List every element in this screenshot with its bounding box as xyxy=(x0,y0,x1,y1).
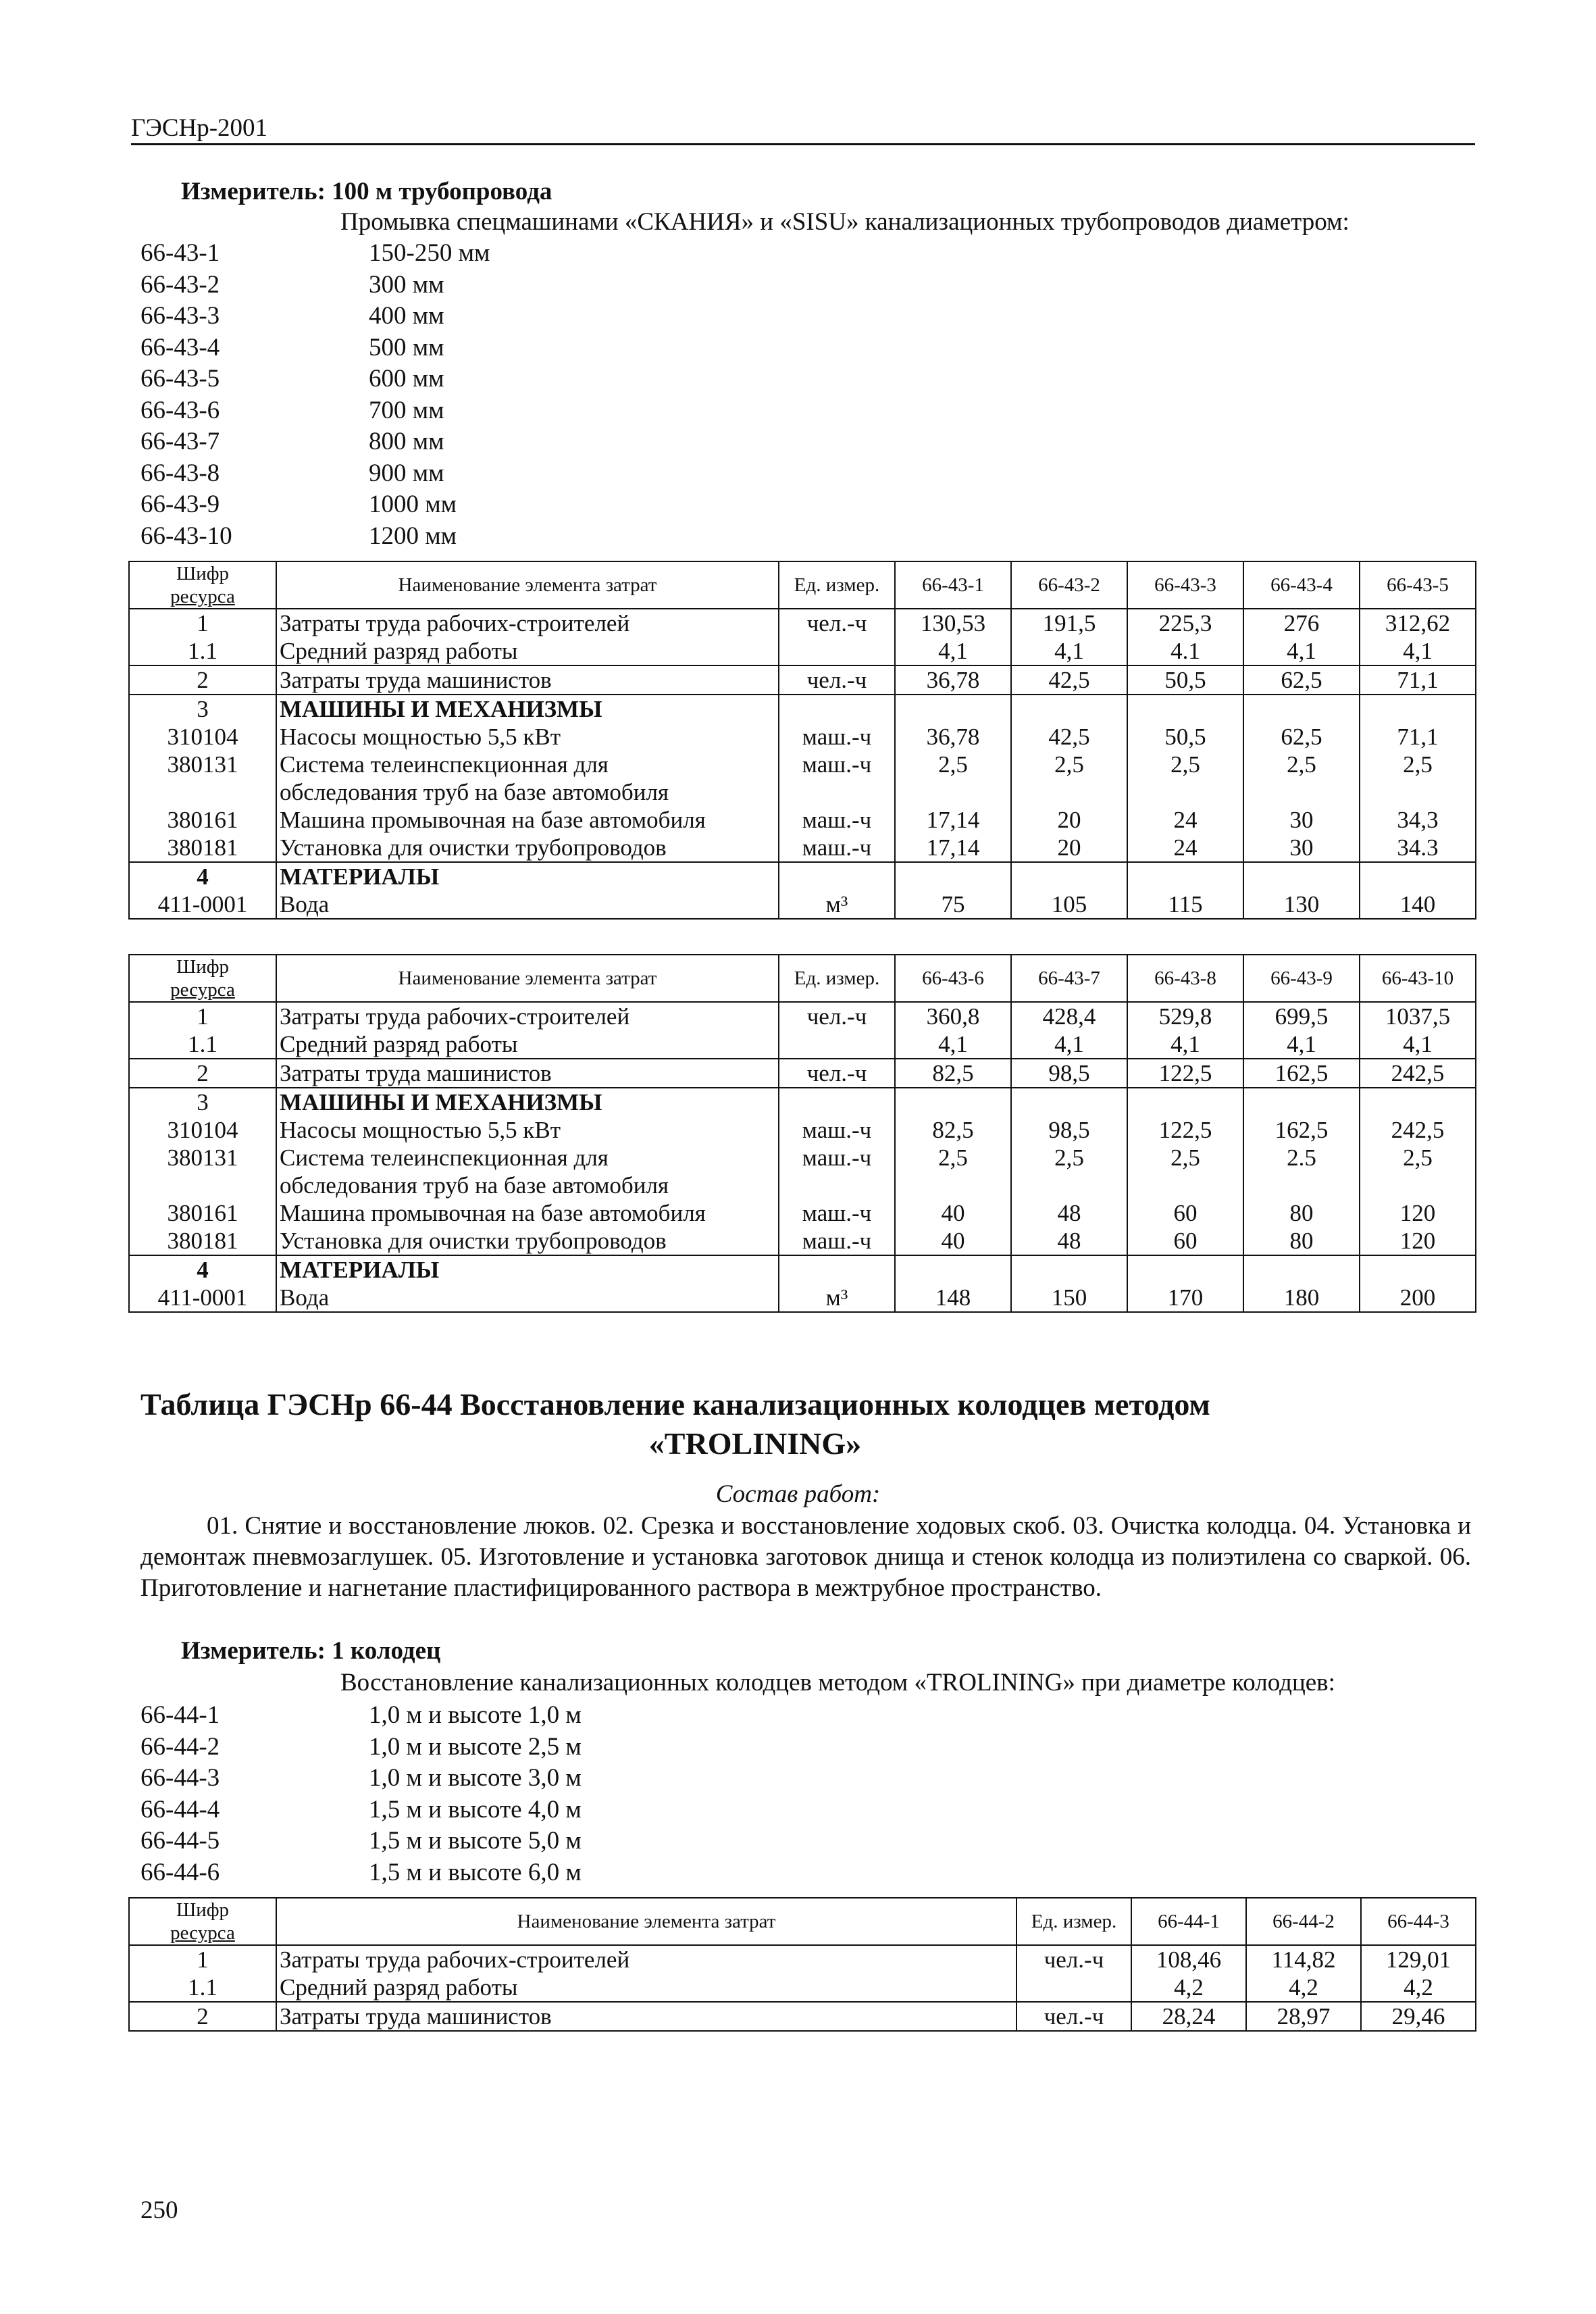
list-item xyxy=(140,1763,582,1794)
item-text: 500 мм xyxy=(369,333,444,361)
resource-name: обследования труб на базе автомобиля xyxy=(280,779,669,805)
row-name: Затраты труда рабочих-строителей xyxy=(276,1002,779,1030)
row-value: 36,78 xyxy=(895,665,1011,695)
item-text: 1,0 м и высоте 3,0 м xyxy=(369,1764,582,1792)
row-value: 98,5 xyxy=(1011,1059,1127,1088)
header-col: 66-43-7 xyxy=(1011,955,1127,1002)
table-header-row xyxy=(129,561,1476,609)
title-line-2: «TROLINING» xyxy=(648,1426,862,1461)
row-values: 98,5 2,5 48 48 xyxy=(1011,1088,1127,1255)
row-value: 62,5 xyxy=(1243,665,1360,695)
header-name: Наименование элемента затрат xyxy=(276,561,779,609)
row-unit xyxy=(1016,1973,1131,2002)
row-value: 108,46 xyxy=(1131,1945,1246,1973)
row-value: 4,1 xyxy=(1011,1030,1127,1059)
row-code: 2 xyxy=(129,1059,276,1088)
row-value: 114,82 xyxy=(1246,1945,1361,1973)
item-text: 600 мм xyxy=(369,365,444,393)
item-text: 1,0 м и высоте 1,0 м xyxy=(369,1701,582,1729)
item-text: 1,5 м и высоте 4,0 м xyxy=(369,1795,582,1823)
row-name: Средний разряд работы xyxy=(276,637,779,665)
header-col: 66-43-8 xyxy=(1127,955,1243,1002)
header-shifr: Шифр ресурса xyxy=(129,955,276,1002)
row-values: 242,5 2,5 120 120 xyxy=(1360,1088,1476,1255)
resource-code: 380181 xyxy=(167,1228,238,1254)
resource-code: 380131 xyxy=(167,751,238,778)
item-text: 1,5 м и высоте 6,0 м xyxy=(369,1858,582,1886)
row-value: 42,5 xyxy=(1011,665,1127,695)
list-item xyxy=(140,1700,582,1732)
header-shifr: Шифр ресурса xyxy=(129,561,276,609)
row-value: 115 xyxy=(1127,862,1243,919)
row-value: 276 xyxy=(1243,609,1360,637)
row-code: 4 411-0001 xyxy=(129,862,276,919)
resource-name: Насосы мощностью 5,5 кВт xyxy=(280,724,561,750)
header-col: 66-43-4 xyxy=(1243,561,1360,609)
row-value: 129,01 xyxy=(1361,1945,1476,1973)
table-row xyxy=(129,862,1476,919)
list-item xyxy=(140,363,490,395)
row-value: 150 xyxy=(1011,1255,1127,1312)
item-code: 66-43-8 xyxy=(140,459,220,487)
table-header-row xyxy=(129,1898,1476,1945)
table-row xyxy=(129,1088,1476,1255)
header-unit: Ед. измер. xyxy=(1016,1898,1131,1945)
item-text: 400 мм xyxy=(369,302,444,330)
list-item xyxy=(140,489,490,521)
row-value: 28,24 xyxy=(1131,2002,1246,2031)
header-col: 66-43-9 xyxy=(1243,955,1360,1002)
row-value: 191,5 xyxy=(1011,609,1127,637)
meter-label-1: Измеритель: 100 м трубопровода xyxy=(181,178,552,205)
row-value: 242,5 xyxy=(1360,1059,1476,1088)
row-name: Затраты труда рабочих-строителей xyxy=(276,1945,1016,1973)
header-col: 66-44-3 xyxy=(1361,1898,1476,1945)
list-item xyxy=(140,1857,582,1889)
sostav-label: Состав работ: xyxy=(715,1480,881,1508)
row-code: 1 xyxy=(129,1002,276,1030)
row-value: 71,1 xyxy=(1360,665,1476,695)
item-code: 66-43-2 xyxy=(140,270,220,299)
row-unit xyxy=(779,1030,895,1059)
resource-name: Система телеинспекционная для xyxy=(280,1145,609,1171)
row-value: 148 xyxy=(895,1255,1011,1312)
item-text: 1,0 м и высоте 2,5 м xyxy=(369,1732,582,1761)
row-values: 62,5 2,5 30 30 xyxy=(1243,695,1360,862)
sostav-text: 01. Снятие и восстановление люков. 02. Срезка и восстановление ходовых скоб. 03. Очистка колодца. 04. Установка и демонтаж пневмозаглушек. 05. Изготовление и установка заготовок днища и стенок колодца из полиэтилена со сваркой. 06. Приготовление и нагнетание пластифицированного раствора в межтрубное пространство. xyxy=(140,1512,1471,1602)
row-value: 1037,5 xyxy=(1360,1002,1476,1030)
header-name: Наименование элемента затрат xyxy=(276,955,779,1002)
row-values: 50,5 2,5 24 24 xyxy=(1127,695,1243,862)
table-row xyxy=(129,1255,1476,1312)
row-unit: чел.-ч xyxy=(779,665,895,695)
row-value: 225,3 xyxy=(1127,609,1243,637)
header-shifr: Шифр ресурса xyxy=(129,1898,276,1945)
row-value: 162,5 xyxy=(1243,1059,1360,1088)
group-name: МАШИНЫ И МЕХАНИЗМЫ xyxy=(280,1089,602,1115)
table-row xyxy=(129,1030,1476,1059)
row-value: 170 xyxy=(1127,1255,1243,1312)
row-value: 4,1 xyxy=(895,1030,1011,1059)
row-unit: маш.-ч маш.-ч маш.-ч маш.-ч xyxy=(779,1088,895,1255)
row-value: 312,62 xyxy=(1360,609,1476,637)
header-col: 66-43-3 xyxy=(1127,561,1243,609)
row-value: 428,4 xyxy=(1011,1002,1127,1030)
row-name: Затраты труда рабочих-строителей xyxy=(276,609,779,637)
item-text: 800 мм xyxy=(369,428,444,455)
resource-table-2 xyxy=(128,954,1476,1313)
group-code: 3 xyxy=(197,696,209,722)
item-code: 66-43-1 xyxy=(140,239,220,267)
row-value: 4,1 xyxy=(1360,637,1476,665)
resource-name: Установка для очистки трубопроводов xyxy=(280,1228,667,1254)
row-value: 82,5 xyxy=(895,1059,1011,1088)
row-value: 4,1 xyxy=(1243,1030,1360,1059)
item-code: 66-43-3 xyxy=(140,302,220,330)
row-unit: чел.-ч xyxy=(779,609,895,637)
table-header-row xyxy=(129,955,1476,1002)
row-value: 4,2 xyxy=(1131,1973,1246,2002)
resource-table-1 xyxy=(128,561,1476,920)
row-value: 4,2 xyxy=(1361,1973,1476,2002)
row-code xyxy=(129,1088,276,1255)
resource-name: Машина промывочная на базе автомобиля xyxy=(280,1200,706,1226)
row-code: 1.1 xyxy=(129,1030,276,1059)
row-code: 4 411-0001 xyxy=(129,1255,276,1312)
table-row xyxy=(129,637,1476,665)
row-value: 4.1 xyxy=(1127,637,1243,665)
item-text: 1000 мм xyxy=(369,491,457,518)
row-value: 130 xyxy=(1243,862,1360,919)
row-value: 360,8 xyxy=(895,1002,1011,1030)
row-name: МАТЕРИАЛЫ Вода xyxy=(276,1255,779,1312)
table-row xyxy=(129,1002,1476,1030)
resource-code: 310104 xyxy=(167,724,238,750)
row-unit xyxy=(779,637,895,665)
row-code: 1.1 xyxy=(129,1973,276,2002)
row-unit: м³ xyxy=(779,1255,895,1312)
row-values: 162,5 2.5 80 80 xyxy=(1243,1088,1360,1255)
list-item xyxy=(140,426,490,458)
row-unit: м³ xyxy=(779,862,895,919)
table-row xyxy=(129,2002,1476,2031)
row-unit: чел.-ч xyxy=(779,1002,895,1030)
row-unit: чел.-ч xyxy=(1016,2002,1131,2031)
section2-intro: Восстановление канализационных колодцев методом «TROLINING» при диаметре колодцев: xyxy=(340,1669,1335,1696)
row-value: 122,5 xyxy=(1127,1059,1243,1088)
resource-code: 380161 xyxy=(167,1200,238,1226)
title-line-1: Таблица ГЭСНр 66-44 Восстановление канализационных колодцев методом xyxy=(140,1387,1210,1422)
header-col: 66-44-2 xyxy=(1246,1898,1361,1945)
item-code: 66-44-4 xyxy=(140,1795,220,1823)
row-code: 1 xyxy=(129,609,276,637)
row-value: 4,2 xyxy=(1246,1973,1361,2002)
group-code: 3 xyxy=(197,1089,209,1115)
list-item xyxy=(140,301,490,332)
row-name: МАТЕРИАЛЫ Вода xyxy=(276,862,779,919)
item-code: 66-43-4 xyxy=(140,333,220,361)
row-value: 200 xyxy=(1360,1255,1476,1312)
row-value: 105 xyxy=(1011,862,1127,919)
row-unit: маш.-ч маш.-ч маш.-ч маш.-ч xyxy=(779,695,895,862)
resource-code: 380181 xyxy=(167,834,238,861)
table-row xyxy=(129,695,1476,862)
list-item xyxy=(140,521,490,553)
page-number: 250 xyxy=(140,2196,178,2224)
table-title xyxy=(140,1385,1471,1463)
item-text: 700 мм xyxy=(369,396,444,424)
row-value: 50,5 xyxy=(1127,665,1243,695)
row-name xyxy=(276,695,779,862)
row-unit: чел.-ч xyxy=(779,1059,895,1088)
code-list-1 xyxy=(140,238,490,552)
row-value: 4,1 xyxy=(1011,637,1127,665)
row-values: 82,5 2,5 40 40 xyxy=(895,1088,1011,1255)
resource-code: 380161 xyxy=(167,807,238,833)
resource-name: Насосы мощностью 5,5 кВт xyxy=(280,1117,561,1143)
row-name: Затраты труда машинистов xyxy=(276,1059,779,1088)
row-value: 4,1 xyxy=(1360,1030,1476,1059)
header-unit: Ед. измер. xyxy=(779,561,895,609)
resource-code: 310104 xyxy=(167,1117,238,1143)
resource-code: 380131 xyxy=(167,1145,238,1171)
item-text: 900 мм xyxy=(369,459,444,487)
item-code: 66-43-5 xyxy=(140,365,220,393)
table-row xyxy=(129,665,1476,695)
header-unit: Ед. измер. xyxy=(779,955,895,1002)
row-code: 2 xyxy=(129,2002,276,2031)
item-code: 66-44-2 xyxy=(140,1732,220,1761)
row-value: 180 xyxy=(1243,1255,1360,1312)
resource-name: обследования труб на базе автомобиля xyxy=(280,1172,669,1199)
header-col: 66-43-10 xyxy=(1360,955,1476,1002)
resource-table-3 xyxy=(128,1897,1476,2032)
row-value: 75 xyxy=(895,862,1011,919)
item-code: 66-44-5 xyxy=(140,1827,220,1855)
row-value: 529,8 xyxy=(1127,1002,1243,1030)
row-code: 1.1 xyxy=(129,637,276,665)
code-list-2 xyxy=(140,1700,582,1888)
list-item xyxy=(140,238,490,270)
header-col: 66-43-6 xyxy=(895,955,1011,1002)
resource-name: Установка для очистки трубопроводов xyxy=(280,834,667,861)
row-name: Затраты труда машинистов xyxy=(276,2002,1016,2031)
list-item xyxy=(140,395,490,427)
list-item xyxy=(140,270,490,301)
row-value: 4,1 xyxy=(1243,637,1360,665)
item-code: 66-44-3 xyxy=(140,1764,220,1792)
resource-name: Машина промывочная на базе автомобиля xyxy=(280,807,706,833)
header-col: 66-43-2 xyxy=(1011,561,1127,609)
row-values: 36,78 2,5 17,14 17,14 xyxy=(895,695,1011,862)
item-text: 150-250 мм xyxy=(369,239,490,267)
row-name: Средний разряд работы xyxy=(276,1973,1016,2002)
list-item xyxy=(140,1732,582,1763)
list-item xyxy=(140,458,490,490)
row-code xyxy=(129,695,276,862)
header-col: 66-43-1 xyxy=(895,561,1011,609)
list-item xyxy=(140,1826,582,1857)
row-value: 699,5 xyxy=(1243,1002,1360,1030)
row-values: 122,5 2,5 60 60 xyxy=(1127,1088,1243,1255)
section1-intro: Промывка спецмашинами «СКАНИЯ» и «SISU» канализационных трубопроводов диаметром: xyxy=(340,208,1349,236)
item-text: 300 мм xyxy=(369,270,444,299)
item-code: 66-43-6 xyxy=(140,396,220,424)
table-row xyxy=(129,1973,1476,2002)
meter-label-2: Измеритель: 1 колодец xyxy=(181,1637,441,1665)
item-text: 1,5 м и высоте 5,0 м xyxy=(369,1827,582,1855)
row-unit: чел.-ч xyxy=(1016,1945,1131,1973)
resource-name: Система телеинспекционная для xyxy=(280,751,609,778)
list-item xyxy=(140,332,490,364)
row-name: Затраты труда машинистов xyxy=(276,665,779,695)
row-value: 28,97 xyxy=(1246,2002,1361,2031)
table-row xyxy=(129,609,1476,637)
list-item xyxy=(140,1794,582,1826)
item-code: 66-43-10 xyxy=(140,522,232,550)
row-code: 2 xyxy=(129,665,276,695)
header-name: Наименование элемента затрат xyxy=(276,1898,1016,1945)
table-row xyxy=(129,1059,1476,1088)
header-rule xyxy=(131,143,1475,145)
item-code: 66-43-7 xyxy=(140,428,220,455)
row-code: 1 xyxy=(129,1945,276,1973)
row-value: 140 xyxy=(1360,862,1476,919)
row-name xyxy=(276,1088,779,1255)
header-col: 66-44-1 xyxy=(1131,1898,1246,1945)
item-code: 66-44-6 xyxy=(140,1858,220,1886)
row-values: 71,1 2,5 34,3 34.3 xyxy=(1360,695,1476,862)
group-name: МАШИНЫ И МЕХАНИЗМЫ xyxy=(280,696,602,722)
row-value: 4,1 xyxy=(895,637,1011,665)
table-row xyxy=(129,1945,1476,1973)
row-values: 42,5 2,5 20 20 xyxy=(1011,695,1127,862)
item-text: 1200 мм xyxy=(369,522,457,550)
item-code: 66-44-1 xyxy=(140,1701,220,1729)
header-col: 66-43-5 xyxy=(1360,561,1476,609)
running-header: ГЭСНр-2001 xyxy=(131,114,268,142)
row-value: 4,1 xyxy=(1127,1030,1243,1059)
row-value: 130,53 xyxy=(895,609,1011,637)
row-value: 29,46 xyxy=(1361,2002,1476,2031)
row-name: Средний разряд работы xyxy=(276,1030,779,1059)
item-code: 66-43-9 xyxy=(140,491,220,518)
